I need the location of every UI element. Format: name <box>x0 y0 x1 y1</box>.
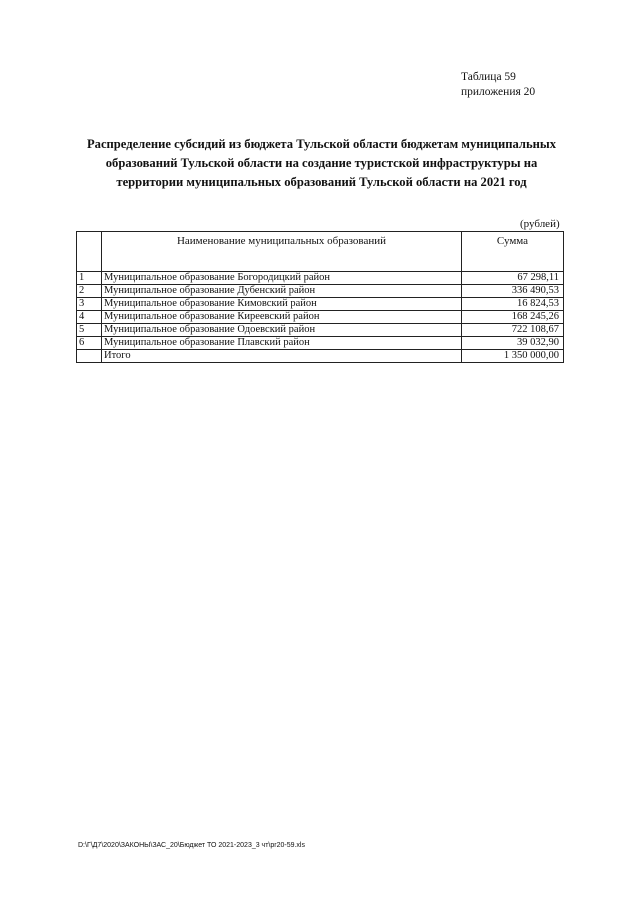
title-line-1: Распределение субсидий из бюджета Тульской области бюджетам муниципальных <box>86 137 557 151</box>
row-sum: 39 032,90 <box>462 337 564 350</box>
row-number: 5 <box>77 324 102 337</box>
header-number <box>77 232 102 272</box>
row-sum: 722 108,67 <box>462 324 564 337</box>
file-path-footer: D:\Г\Д7\2020\ЗАКОНЫ\ЗАС_20\Бюджет ТО 2021-2023_3 чт\pr20-59.xls <box>78 842 305 849</box>
appendix-number: приложения 20 <box>461 86 536 98</box>
row-number: 1 <box>77 272 102 285</box>
row-number: 2 <box>77 285 102 298</box>
subsidy-table <box>76 231 564 363</box>
row-number: 6 <box>77 337 102 350</box>
row-name: Муниципальное образование Богородицкий район <box>102 272 462 285</box>
row-sum: 168 245,26 <box>462 311 564 324</box>
header-sum: Сумма <box>462 232 564 272</box>
table-total-row <box>77 350 564 363</box>
table-reference <box>461 70 535 100</box>
row-name: Муниципальное образование Одоевский район <box>102 324 462 337</box>
total-label: Итого <box>102 350 462 363</box>
row-name: Муниципальное образование Киреевский район <box>102 311 462 324</box>
table-row <box>77 324 564 337</box>
row-number: 3 <box>77 298 102 311</box>
row-name: Муниципальное образование Кимовский район <box>102 298 462 311</box>
table-header-row <box>77 232 564 272</box>
row-sum: 336 490,53 <box>462 285 564 298</box>
total-number <box>77 350 102 363</box>
row-name: Муниципальное образование Плавский район <box>102 337 462 350</box>
row-number: 4 <box>77 311 102 324</box>
table-row <box>77 285 564 298</box>
row-sum: 16 824,53 <box>462 298 564 311</box>
title-line-2: образований Тульской области на создание туристской инфраструктуры на <box>105 156 538 170</box>
table-row <box>77 311 564 324</box>
document-title <box>70 135 573 192</box>
units-label: (рублей) <box>520 218 560 230</box>
table-row <box>77 272 564 285</box>
table-row <box>77 298 564 311</box>
row-name: Муниципальное образование Дубенский район <box>102 285 462 298</box>
title-line-3: территории муниципальных образований Тульской области на 2021 год <box>116 175 527 189</box>
header-name: Наименование муниципальных образований <box>102 232 462 272</box>
total-sum: 1 350 000,00 <box>462 350 564 363</box>
row-sum: 67 298,11 <box>462 272 564 285</box>
table-row <box>77 337 564 350</box>
table-number: Таблица 59 <box>461 71 516 83</box>
